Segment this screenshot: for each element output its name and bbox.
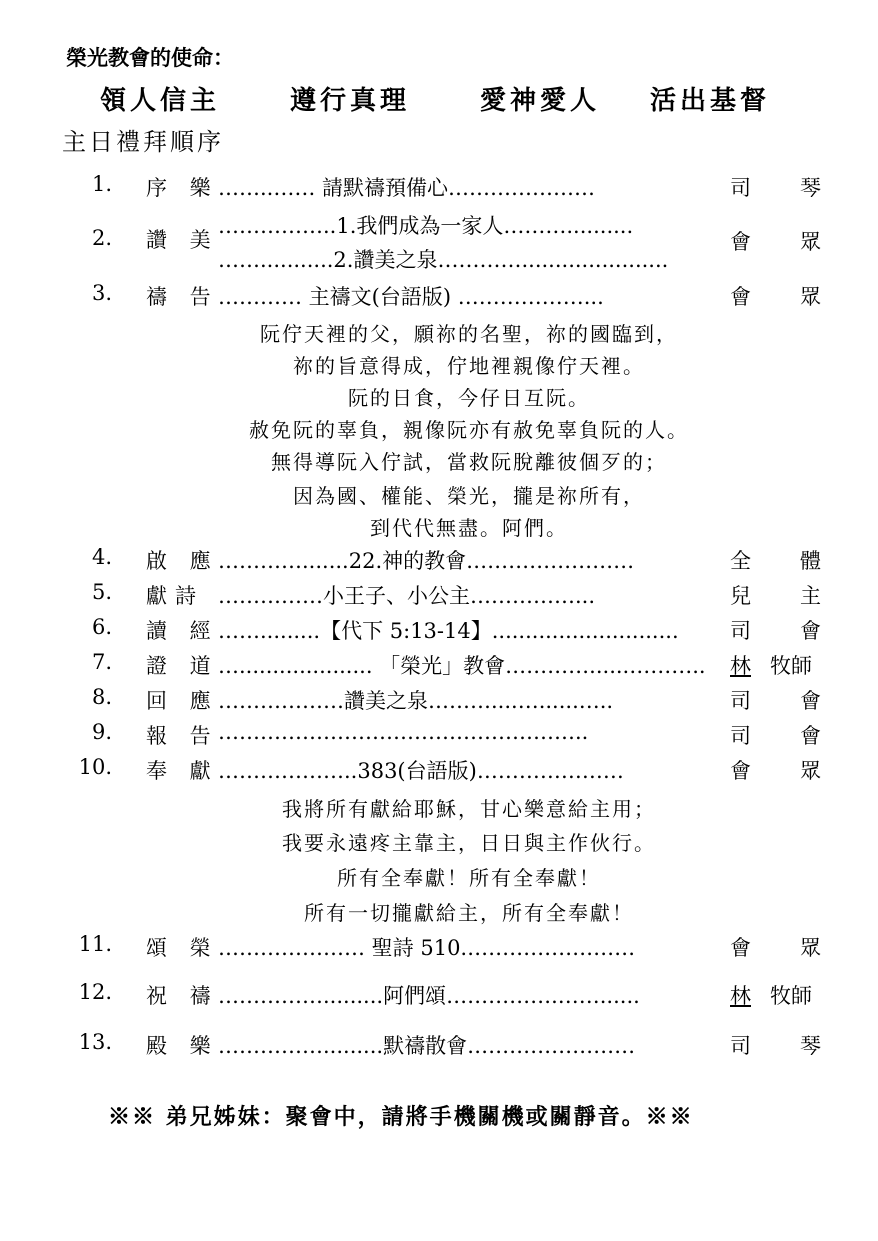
row-number: 7. xyxy=(91,650,112,674)
row-leader: 司 xyxy=(730,1034,751,1058)
row-content-line-2: ……...........2.讚美之泉…………...................... xyxy=(218,248,669,272)
row-leader-suffix: 體 xyxy=(800,549,821,573)
row-leader: 司 xyxy=(730,689,751,713)
row-content: ………………… 聖詩 510.…………………… xyxy=(218,936,636,960)
row-item: 頌 榮 xyxy=(146,936,219,960)
order-row-9 xyxy=(0,720,878,754)
row-number: 10. xyxy=(78,755,112,779)
row-content: ……………..1.我們成為一家人……….......... xyxy=(218,214,634,238)
order-row-6 xyxy=(0,615,878,649)
row-number: 13. xyxy=(78,1030,112,1054)
row-item: 回 應 xyxy=(146,689,219,713)
row-leader-suffix: 琴 xyxy=(800,176,821,200)
row-content: ………….......22.神的教會…………………… xyxy=(218,549,635,573)
row-leader-suffix: 牧師 xyxy=(770,984,812,1008)
prayer-line: 無得導阮入佇試，當救阮脫離彼個歹的； xyxy=(271,450,667,474)
row-content: ……………小王子、小公主……………... xyxy=(218,584,596,608)
row-number: 9. xyxy=(91,720,112,744)
row-item: 證 道 xyxy=(146,654,219,678)
order-title: 主日禮拜順序 xyxy=(62,128,224,156)
row-content: …………………………………………….. xyxy=(218,720,589,744)
row-leader: 會 xyxy=(730,230,751,254)
song-line: 所有全奉獻！所有全奉獻！ xyxy=(337,866,601,890)
row-content: ….................... 「榮光」教會…………......……….. xyxy=(218,654,706,678)
order-row-8 xyxy=(0,685,878,719)
row-item: 獻詩 xyxy=(146,584,204,608)
row-item: 殿 樂 xyxy=(146,1034,219,1058)
row-number: 8. xyxy=(91,685,112,709)
row-item: 奉 獻 xyxy=(146,759,219,783)
song-line: 所有一切攏獻給主，所有全奉獻！ xyxy=(304,901,634,925)
row-leader-suffix: 會 xyxy=(800,689,821,713)
row-leader-suffix: 眾 xyxy=(800,230,821,254)
motto-2: 遵行真理 xyxy=(290,86,411,116)
order-row-3 xyxy=(0,281,878,315)
row-item: 報 告 xyxy=(146,724,219,748)
row-leader-suffix: 會 xyxy=(800,619,821,643)
prayer-line: 赦免阮的辜負，親像阮亦有赦免辜負阮的人。 xyxy=(249,418,689,442)
order-row-1 xyxy=(0,172,878,206)
row-leader-suffix: 牧師 xyxy=(770,654,812,678)
motto-4: 活出基督 xyxy=(650,86,771,116)
row-item: 讚 美 xyxy=(146,228,219,252)
row-content: ……..…… 請默禱預備心………………… xyxy=(218,176,596,200)
row-leader-suffix: 琴 xyxy=(800,1034,821,1058)
row-leader: 林 xyxy=(730,654,751,678)
row-item: 序 樂 xyxy=(146,176,219,200)
row-number: 12. xyxy=(78,980,112,1004)
row-leader: 司 xyxy=(730,619,751,643)
song-line: 我要永遠疼主靠主，日日與主作伙行。 xyxy=(282,831,656,855)
prayer-line: 阮的日食，今仔日互阮。 xyxy=(348,386,590,410)
order-row-11 xyxy=(0,932,878,966)
row-number: 11. xyxy=(78,932,112,956)
mission-label: 榮光教會的使命： xyxy=(66,45,234,70)
order-row-12 xyxy=(0,980,878,1014)
row-leader: 會 xyxy=(730,759,751,783)
order-row-2 xyxy=(0,210,878,274)
row-leader: 會 xyxy=(730,285,751,309)
row-number: 4. xyxy=(91,545,112,569)
row-leader-suffix: 眾 xyxy=(800,936,821,960)
motto-3: 愛神愛人 xyxy=(480,86,601,116)
row-content: ………………讚美之泉………....…......….. xyxy=(218,689,614,713)
row-content: …………….........默禱散會…………………… xyxy=(218,1034,636,1058)
row-number: 2. xyxy=(91,226,112,250)
order-row-13 xyxy=(0,1030,878,1064)
row-item: 啟 應 xyxy=(146,549,219,573)
prayer-line: 阮佇天裡的父，願祢的名聖，祢的國臨到， xyxy=(260,322,678,346)
order-row-10 xyxy=(0,755,878,789)
order-row-7 xyxy=(0,650,878,684)
row-leader-suffix: 眾 xyxy=(800,285,821,309)
row-number: 1. xyxy=(91,172,112,196)
song-line: 我將所有獻給耶穌，甘心樂意給主用； xyxy=(282,797,656,821)
row-leader: 全 xyxy=(730,549,751,573)
row-leader: 兒 xyxy=(730,584,751,608)
row-leader: 林 xyxy=(730,984,751,1008)
row-leader-suffix: 眾 xyxy=(800,759,821,783)
row-content: ………… 主禱文(台語版) ………………... xyxy=(218,285,604,309)
row-content: ………………..383(台語版)………………… xyxy=(218,759,624,783)
prayer-line: 因為國、權能、榮光，攏是祢所有， xyxy=(293,484,645,508)
prayer-line: 祢的旨意得成，佇地裡親像佇天裡。 xyxy=(293,354,645,378)
prayer-line: 到代代無盡。阿們。 xyxy=(370,516,568,540)
row-number: 5. xyxy=(91,580,112,604)
motto-1: 領人信主 xyxy=(100,86,221,116)
row-leader: 司 xyxy=(730,724,751,748)
order-row-4 xyxy=(0,545,878,579)
row-content: …….........【代下 5:13-14】............................ xyxy=(218,619,679,643)
order-row-5 xyxy=(0,580,878,614)
row-leader-suffix: 會 xyxy=(800,724,821,748)
row-number: 3. xyxy=(91,281,112,305)
row-item: 讀 經 xyxy=(146,619,219,643)
row-item: 禱 告 xyxy=(146,285,219,309)
row-item: 祝 禱 xyxy=(146,984,219,1008)
row-content: …………….........阿們頌…………….……...... xyxy=(218,984,640,1008)
footer-notice: ※※ 弟兄姊妹：聚會中，請將手機關機或關靜音。※※ xyxy=(108,1104,694,1130)
row-leader: 會 xyxy=(730,936,751,960)
row-number: 6. xyxy=(91,615,112,639)
row-leader: 司 xyxy=(730,176,751,200)
row-leader-suffix: 主 xyxy=(800,584,821,608)
